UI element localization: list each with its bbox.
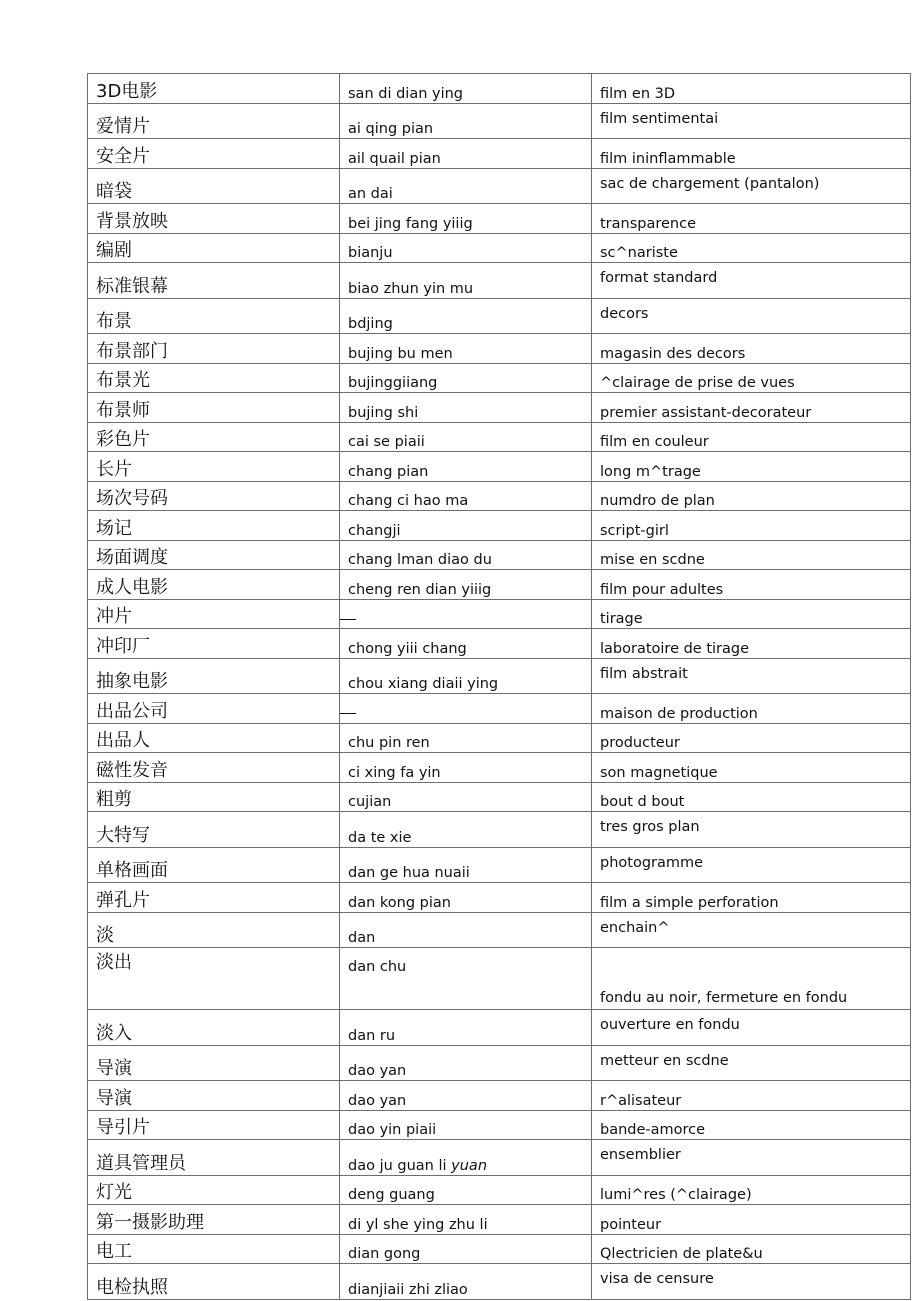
chinese-term: 布景师 (88, 393, 340, 423)
table-row (88, 1010, 911, 1046)
french-term: r^alisateur (592, 1081, 911, 1111)
french-term: metteur en scdne (592, 1045, 911, 1081)
pinyin-term (340, 1175, 592, 1205)
pinyin-text: bei jing fang yiiig (348, 215, 473, 232)
pinyin-text: chou xiang diaii ying (348, 676, 499, 692)
chinese-term: 布景光 (88, 363, 340, 393)
chinese-term: 成人电影 (88, 570, 340, 600)
pinyin-term (340, 298, 592, 334)
pinyin-term (340, 263, 592, 299)
table-row (88, 1140, 911, 1176)
table-row (88, 599, 911, 629)
pinyin-term (340, 1010, 592, 1046)
pinyin-text: dan chu (348, 959, 407, 975)
chinese-term: 背景放映 (88, 204, 340, 234)
pinyin-term (340, 1264, 592, 1300)
pinyin-text: dao yan (348, 1092, 407, 1109)
pinyin-text: chang pian (348, 463, 429, 480)
french-term: ^clairage de prise de vues (592, 363, 911, 393)
table-row (88, 481, 911, 511)
pinyin-term (340, 233, 592, 263)
pinyin-term (340, 393, 592, 423)
dash-mark (340, 713, 356, 714)
french-term: script-girl (592, 511, 911, 541)
pinyin-term (340, 723, 592, 753)
pinyin-term (340, 363, 592, 393)
table-row (88, 1205, 911, 1235)
table-row (88, 1110, 911, 1140)
table-row (88, 233, 911, 263)
pinyin-text: cujian (348, 794, 392, 810)
glossary-body (88, 74, 911, 1300)
chinese-term: 出品公司 (88, 694, 340, 724)
french-term: premier assistant-decorateur (592, 393, 911, 423)
french-term: numdro de plan (592, 481, 911, 511)
pinyin-text: bianju (348, 245, 393, 261)
pinyin-term (340, 948, 592, 1010)
pinyin-term (340, 912, 592, 948)
table-row (88, 694, 911, 724)
pinyin-term (340, 599, 592, 629)
french-term: mise en scdne (592, 540, 911, 570)
pinyin-text: dao ju guan li (348, 1157, 452, 1174)
pinyin-term (340, 511, 592, 541)
table-row (88, 168, 911, 204)
table-row (88, 1175, 911, 1205)
french-term: film en 3D (592, 74, 911, 104)
french-term: film a simple perforation (592, 883, 911, 913)
pinyin-term (340, 103, 592, 139)
pinyin-term (340, 782, 592, 812)
chinese-term: 导演 (88, 1081, 340, 1111)
chinese-term: 暗袋 (88, 168, 340, 204)
pinyin-term (340, 422, 592, 452)
table-row (88, 1045, 911, 1081)
chinese-term: 道具管理员 (88, 1140, 340, 1176)
pinyin-text: dan ru (348, 1027, 396, 1044)
pinyin-term (340, 847, 592, 883)
french-term: long m^trage (592, 452, 911, 482)
pinyin-text: chu pin ren (348, 735, 430, 751)
french-term: enchain^ (592, 912, 911, 948)
table-row (88, 298, 911, 334)
table-row (88, 948, 911, 1010)
chinese-term: 标准银幕 (88, 263, 340, 299)
pinyin-text: dan ge hua nuaii (348, 865, 470, 881)
pinyin-term (340, 1205, 592, 1235)
pinyin-text: dao yan (348, 1063, 407, 1079)
pinyin-italic-text: yuan (451, 1157, 488, 1174)
chinese-term: 场次号码 (88, 481, 340, 511)
pinyin-term (340, 139, 592, 169)
pinyin-text: cheng ren dian yiiig (348, 581, 492, 598)
french-term: sac de chargement (pantalon) (592, 168, 911, 204)
table-row (88, 363, 911, 393)
table-row (88, 452, 911, 482)
french-term: film pour adultes (592, 570, 911, 600)
table-row (88, 1081, 911, 1111)
french-term: ensemblier (592, 1140, 911, 1176)
chinese-term: 弹孔片 (88, 883, 340, 913)
pinyin-text: an dai (348, 186, 393, 202)
pinyin-term (340, 334, 592, 364)
chinese-term: 第一摄影助理 (88, 1205, 340, 1235)
table-row (88, 1234, 911, 1264)
french-term: film abstrait (592, 658, 911, 694)
chinese-term: 编剧 (88, 233, 340, 263)
chinese-term: 3D电影 (88, 74, 340, 104)
pinyin-text: da te xie (348, 829, 412, 846)
chinese-term: 彩色片 (88, 422, 340, 452)
chinese-term: 出品人 (88, 723, 340, 753)
french-term: son magnetique (592, 753, 911, 783)
french-term: ouverture en fondu (592, 1010, 911, 1046)
french-term: bande-amorce (592, 1110, 911, 1140)
pinyin-text: chang ci hao ma (348, 493, 469, 509)
french-term: decors (592, 298, 911, 334)
pinyin-text: cai se piaii (348, 434, 425, 450)
pinyin-text: san di dian ying (348, 85, 464, 102)
pinyin-text: ai qing pian (348, 121, 434, 137)
pinyin-term (340, 629, 592, 659)
pinyin-term (340, 753, 592, 783)
french-term: laboratoire de tirage (592, 629, 911, 659)
pinyin-text: bdjing (348, 316, 393, 332)
table-row (88, 658, 911, 694)
pinyin-text: bujinggiiang (348, 375, 438, 391)
pinyin-term (340, 1110, 592, 1140)
pinyin-text: changji (348, 522, 401, 539)
table-row (88, 393, 911, 423)
french-term: bout d bout (592, 782, 911, 812)
table-row (88, 334, 911, 364)
table-row (88, 1264, 911, 1300)
pinyin-text: dao yin piaii (348, 1122, 437, 1138)
table-row (88, 847, 911, 883)
chinese-term: 灯光 (88, 1175, 340, 1205)
french-term: tres gros plan (592, 812, 911, 848)
table-row (88, 103, 911, 139)
chinese-term: 冲片 (88, 599, 340, 629)
french-term: tirage (592, 599, 911, 629)
chinese-term: 淡 (88, 912, 340, 948)
pinyin-text: dan (348, 930, 376, 946)
french-term: Qlectricien de plate&u (592, 1234, 911, 1264)
chinese-term: 布景部门 (88, 334, 340, 364)
pinyin-term (340, 570, 592, 600)
table-row (88, 263, 911, 299)
pinyin-text: chang lman diao du (348, 552, 492, 568)
french-term: film ininflammable (592, 139, 911, 169)
table-row (88, 204, 911, 234)
pinyin-term (340, 694, 592, 724)
pinyin-term (340, 1234, 592, 1264)
french-term: fondu au noir, fermeture en fondu (592, 948, 911, 1010)
pinyin-text: di yl she ying zhu li (348, 1216, 488, 1233)
chinese-term: 淡出 (88, 948, 340, 1010)
pinyin-text: deng guang (348, 1187, 435, 1203)
pinyin-term (340, 1045, 592, 1081)
french-term: pointeur (592, 1205, 911, 1235)
glossary-table (87, 73, 911, 1300)
pinyin-term (340, 658, 592, 694)
chinese-term: 场面调度 (88, 540, 340, 570)
pinyin-term (340, 540, 592, 570)
table-row (88, 629, 911, 659)
pinyin-term (340, 74, 592, 104)
table-row (88, 723, 911, 753)
table-row (88, 812, 911, 848)
french-term: visa de censure (592, 1264, 911, 1300)
pinyin-term (340, 1081, 592, 1111)
french-term: maison de production (592, 694, 911, 724)
chinese-term: 粗剪 (88, 782, 340, 812)
french-term: sc^nariste (592, 233, 911, 263)
table-row (88, 912, 911, 948)
pinyin-text: biao zhun yin mu (348, 280, 474, 297)
chinese-term: 电检执照 (88, 1264, 340, 1300)
pinyin-text: ail quail pian (348, 150, 441, 167)
chinese-term: 安全片 (88, 139, 340, 169)
french-term: film en couleur (592, 422, 911, 452)
pinyin-text: ci xing fa yin (348, 764, 441, 781)
table-row (88, 511, 911, 541)
chinese-term: 导演 (88, 1045, 340, 1081)
pinyin-text: dan kong pian (348, 894, 451, 911)
chinese-term: 场记 (88, 511, 340, 541)
chinese-term: 爱情片 (88, 103, 340, 139)
french-term: format standard (592, 263, 911, 299)
french-term: lumi^res (^clairage) (592, 1175, 911, 1205)
pinyin-term (340, 204, 592, 234)
french-term: transparence (592, 204, 911, 234)
table-row (88, 782, 911, 812)
pinyin-text: dianjiaii zhi zliao (348, 1281, 468, 1298)
chinese-term: 长片 (88, 452, 340, 482)
chinese-term: 抽象电影 (88, 658, 340, 694)
pinyin-text: bujing shi (348, 404, 419, 421)
french-term: film sentimentai (592, 103, 911, 139)
pinyin-term (340, 168, 592, 204)
french-term: magasin des decors (592, 334, 911, 364)
french-term: photogramme (592, 847, 911, 883)
chinese-term: 大特写 (88, 812, 340, 848)
table-row (88, 570, 911, 600)
table-row (88, 139, 911, 169)
table-row (88, 540, 911, 570)
pinyin-text: dian gong (348, 1246, 421, 1262)
dash-mark (340, 619, 356, 620)
chinese-term: 电工 (88, 1234, 340, 1264)
chinese-term: 磁性发音 (88, 753, 340, 783)
pinyin-text: bujing bu men (348, 345, 453, 362)
chinese-term: 导引片 (88, 1110, 340, 1140)
pinyin-term (340, 883, 592, 913)
table-row (88, 422, 911, 452)
table-row (88, 883, 911, 913)
french-term: producteur (592, 723, 911, 753)
chinese-term: 冲印厂 (88, 629, 340, 659)
pinyin-term (340, 812, 592, 848)
chinese-term: 布景 (88, 298, 340, 334)
chinese-term: 单格画面 (88, 847, 340, 883)
table-row (88, 753, 911, 783)
table-row (88, 74, 911, 104)
chinese-term: 淡入 (88, 1010, 340, 1046)
pinyin-text: chong yiii chang (348, 640, 467, 657)
pinyin-term (340, 481, 592, 511)
pinyin-term (340, 452, 592, 482)
pinyin-term (340, 1140, 592, 1176)
